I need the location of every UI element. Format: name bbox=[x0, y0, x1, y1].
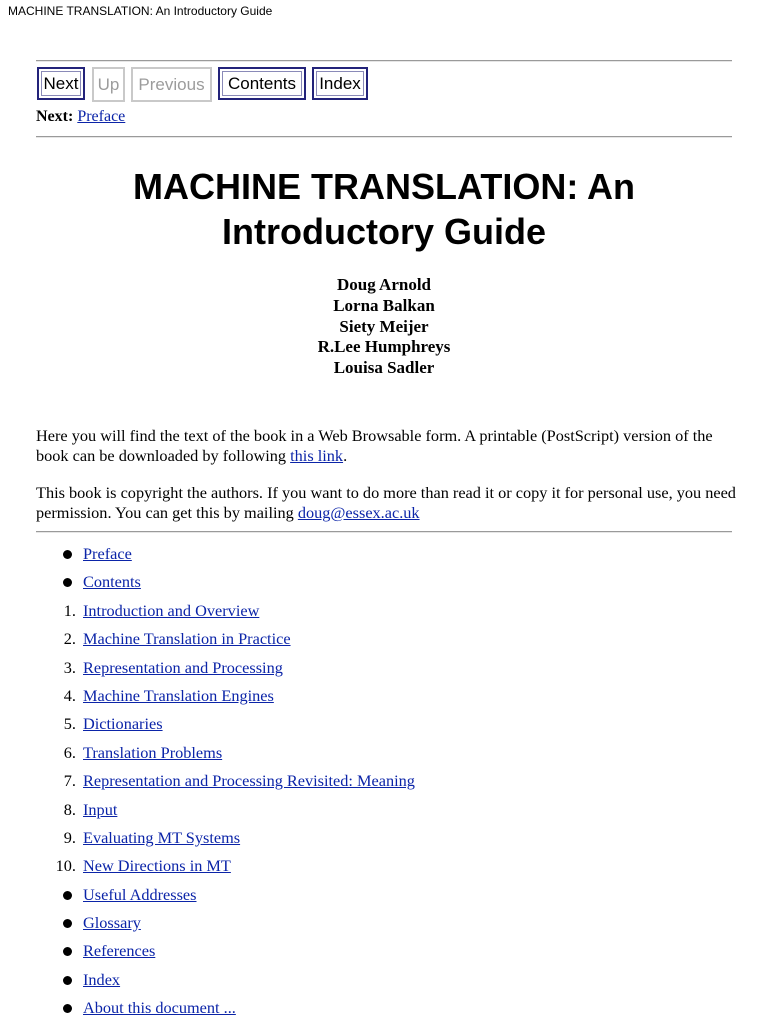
contents-divider bbox=[36, 531, 732, 533]
author-name: Louisa Sadler bbox=[333, 358, 435, 378]
next-preface-link[interactable]: Preface bbox=[77, 108, 126, 125]
intro-period: . bbox=[343, 446, 348, 465]
bullet-icon bbox=[63, 976, 72, 985]
toc-link[interactable]: Introduction and Overview bbox=[83, 600, 260, 620]
toc-link[interactable]: New Directions in MT bbox=[83, 856, 231, 876]
toc-link[interactable]: Preface bbox=[83, 544, 132, 563]
bullet-icon bbox=[63, 919, 72, 928]
title-line-1: MACHINE TRANSLATION: An bbox=[133, 166, 635, 207]
toc-number: 4. bbox=[63, 685, 76, 705]
toc-link[interactable]: Translation Problems bbox=[83, 742, 223, 762]
email-link[interactable]: doug@essex.ac.uk bbox=[297, 503, 420, 522]
toc-number: 8. bbox=[63, 799, 76, 819]
toc-link[interactable]: Machine Translation Engines bbox=[83, 685, 274, 705]
toc-link[interactable]: Machine Translation in Practice bbox=[83, 629, 291, 649]
bullet-icon bbox=[63, 1004, 72, 1013]
bullet-icon bbox=[63, 550, 72, 559]
next-label: Next: bbox=[36, 108, 74, 125]
up-button: Up bbox=[92, 67, 125, 102]
toc-number: 3. bbox=[63, 657, 76, 677]
toc-number: 10. bbox=[55, 856, 76, 876]
toc-number: 1. bbox=[63, 600, 76, 620]
page-title bbox=[36, 164, 732, 254]
intro-text: Here you will find the text of the book in a Web Browsable form. A printable (PostScript) version of the book can be downloaded by following bbox=[36, 426, 713, 465]
toc-link[interactable]: Index bbox=[83, 969, 121, 989]
header-divider bbox=[36, 136, 732, 138]
contents-button[interactable]: Contents bbox=[218, 67, 306, 100]
author-name: R.Lee Humphreys bbox=[317, 337, 451, 357]
bullet-icon bbox=[63, 578, 72, 587]
toc-link[interactable]: References bbox=[83, 941, 156, 961]
postscript-link[interactable]: this link bbox=[290, 446, 344, 465]
toc-link[interactable]: Representation and Processing bbox=[83, 657, 283, 677]
intro-paragraph bbox=[36, 426, 736, 466]
toc-number: 2. bbox=[63, 629, 76, 649]
toc-number: 9. bbox=[63, 827, 76, 847]
author-name: Lorna Balkan bbox=[333, 295, 435, 315]
toc-link[interactable]: Glossary bbox=[83, 913, 141, 933]
bullet-icon bbox=[63, 891, 72, 900]
toc-number: 6. bbox=[63, 742, 76, 762]
toc-link[interactable]: Useful Addresses bbox=[83, 884, 197, 904]
toc-link[interactable]: Contents bbox=[83, 572, 141, 592]
title-line-2: Introductory Guide bbox=[222, 211, 546, 252]
next-link-line bbox=[36, 108, 125, 126]
toc-link[interactable]: Representation and Processing Revisited: Meaning bbox=[83, 771, 415, 791]
next-button[interactable]: Next bbox=[37, 67, 85, 100]
bullet-icon bbox=[63, 947, 72, 956]
top-divider bbox=[36, 60, 732, 62]
index-button[interactable]: Index bbox=[312, 67, 368, 100]
toc-link[interactable]: Input bbox=[83, 799, 118, 819]
running-header: MACHINE TRANSLATION: An Introductory Guide bbox=[8, 4, 273, 18]
toc-number: 7. bbox=[63, 771, 76, 791]
toc-number: 5. bbox=[63, 714, 76, 734]
copyright-text: This book is copyright the authors. If you want to do more than read it or copy it for personal use, you need permission. You can get this by mailing bbox=[36, 483, 736, 522]
author-name: Siety Meijer bbox=[339, 316, 429, 336]
toc-link[interactable]: Dictionaries bbox=[83, 714, 163, 734]
author-list bbox=[36, 275, 732, 379]
author-name: Doug Arnold bbox=[337, 275, 431, 294]
toc-link[interactable]: About this document ... bbox=[83, 998, 236, 1018]
toc-link[interactable]: Evaluating MT Systems bbox=[83, 827, 241, 847]
previous-button: Previous bbox=[131, 67, 212, 102]
copyright-paragraph bbox=[36, 483, 736, 523]
